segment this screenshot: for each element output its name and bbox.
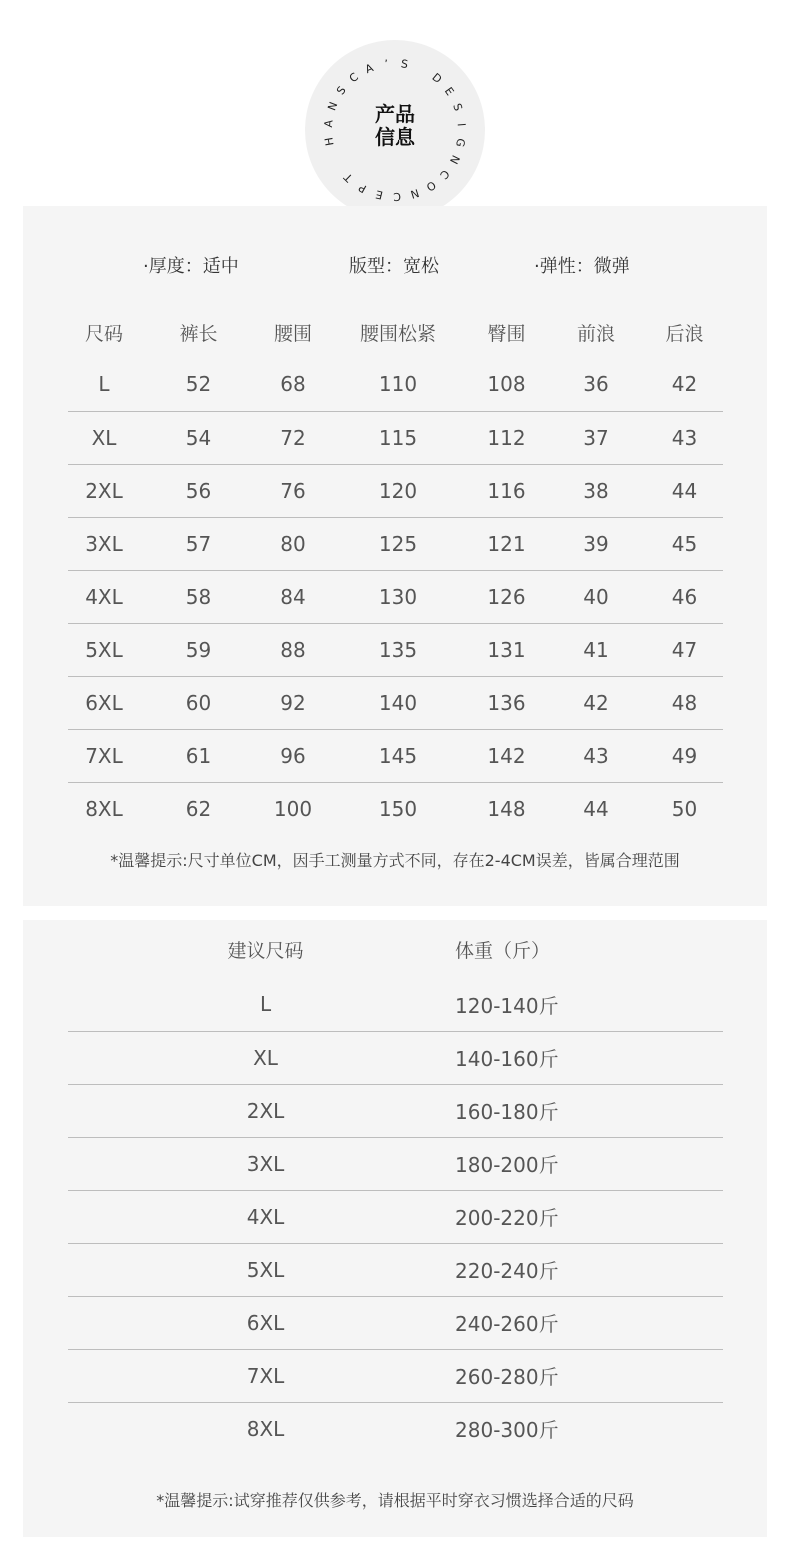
table-cell: 112 bbox=[467, 411, 546, 464]
ring-letter: S bbox=[450, 101, 465, 113]
table-cell: 110 bbox=[378, 372, 418, 397]
ring-letter: C bbox=[437, 167, 452, 182]
table-cell: 160-180斤 bbox=[361, 1084, 723, 1137]
table-cell: 150 bbox=[329, 782, 467, 835]
table-row bbox=[68, 517, 723, 570]
table-cell: 37 bbox=[546, 411, 646, 464]
ring-letter: A bbox=[363, 61, 376, 77]
table-cell: 56 bbox=[140, 464, 257, 517]
table-cell: 48 bbox=[646, 676, 723, 729]
table-row bbox=[68, 729, 723, 782]
table-cell: 200-220斤 bbox=[361, 1190, 723, 1243]
table-cell: 43 bbox=[546, 729, 646, 782]
table-cell: 7XL bbox=[68, 729, 140, 782]
table-cell: 120-140斤 bbox=[455, 993, 559, 1018]
table-cell: 41 bbox=[546, 623, 646, 676]
col-header-waist-stretch: 腰围松紧 bbox=[359, 322, 436, 345]
badge-title bbox=[305, 103, 485, 149]
table-cell: 4XL bbox=[68, 1190, 361, 1243]
table-cell: 8XL bbox=[68, 782, 140, 835]
table-cell: 121 bbox=[467, 517, 546, 570]
table-row bbox=[68, 1243, 723, 1296]
ring-letter: E bbox=[441, 84, 457, 99]
ring-letter: P bbox=[356, 180, 369, 196]
badge-title-line2: 信息 bbox=[375, 125, 415, 149]
table-cell: 39 bbox=[546, 517, 646, 570]
table-cell: 45 bbox=[646, 517, 723, 570]
table-cell: 4XL bbox=[68, 570, 140, 623]
weight-table-header-row bbox=[68, 921, 723, 978]
size-table bbox=[68, 306, 723, 835]
table-row bbox=[68, 1349, 723, 1402]
ring-letter: C bbox=[393, 189, 402, 204]
ring-letter: E bbox=[374, 187, 385, 202]
table-cell: 2XL bbox=[68, 1084, 361, 1137]
ring-letter: D bbox=[429, 70, 445, 87]
ring-letter: O bbox=[423, 178, 439, 194]
weight-recommendation-note: *温馨提示:试穿推荐仅供参考，请根据平时穿衣习惯选择合适的尺码 bbox=[156, 1491, 634, 1510]
ring-letter: S bbox=[334, 83, 349, 98]
badge-title-line1: 产品 bbox=[375, 102, 415, 126]
table-cell: 49 bbox=[646, 729, 723, 782]
ring-letter: G bbox=[453, 137, 468, 149]
spec-thickness: ·厚度：适中 bbox=[143, 256, 239, 277]
table-cell: 80 bbox=[257, 517, 329, 570]
table-cell: 46 bbox=[646, 570, 723, 623]
table-cell: 115 bbox=[329, 411, 467, 464]
table-cell: 108 bbox=[487, 372, 526, 397]
table-cell: 6XL bbox=[68, 676, 140, 729]
table-cell: 5XL bbox=[68, 623, 140, 676]
product-info-badge bbox=[305, 40, 485, 220]
table-cell: 120 bbox=[329, 464, 467, 517]
table-cell: 44 bbox=[646, 464, 723, 517]
table-cell: 3XL bbox=[68, 1137, 361, 1190]
col-header-waist: 腰围 bbox=[273, 322, 312, 345]
table-cell: 126 bbox=[467, 570, 546, 623]
table-cell: 2XL bbox=[68, 464, 140, 517]
size-table-header-row bbox=[68, 306, 723, 358]
table-cell: 36 bbox=[583, 372, 609, 397]
table-cell: 44 bbox=[546, 782, 646, 835]
table-cell: 116 bbox=[467, 464, 546, 517]
table-cell: 38 bbox=[546, 464, 646, 517]
weight-table bbox=[68, 921, 723, 1455]
table-cell: 68 bbox=[280, 372, 306, 397]
col-header-recommended-size: 建议尺码 bbox=[227, 940, 304, 962]
table-cell: 42 bbox=[546, 676, 646, 729]
table-cell: 96 bbox=[257, 729, 329, 782]
ring-letter: N bbox=[446, 152, 463, 167]
spec-fit: 版型：宽松 bbox=[349, 256, 439, 277]
table-cell: 148 bbox=[467, 782, 546, 835]
size-chart-panel bbox=[23, 206, 767, 906]
table-cell: 220-240斤 bbox=[361, 1243, 723, 1296]
ring-letter: C bbox=[346, 70, 361, 86]
table-cell: 240-260斤 bbox=[361, 1296, 723, 1349]
table-row bbox=[68, 978, 723, 1031]
table-row bbox=[68, 1296, 723, 1349]
table-cell: 72 bbox=[257, 411, 329, 464]
ring-letter: I bbox=[454, 122, 468, 127]
ring-letter: H bbox=[322, 136, 337, 147]
table-cell: L bbox=[259, 992, 272, 1017]
table-cell: 58 bbox=[140, 570, 257, 623]
table-row bbox=[68, 358, 723, 411]
table-row bbox=[68, 411, 723, 464]
table-row bbox=[68, 1137, 723, 1190]
table-cell: 145 bbox=[329, 729, 467, 782]
table-cell: 57 bbox=[140, 517, 257, 570]
table-cell: L bbox=[98, 372, 110, 397]
spec-elasticity: ·弹性：微弹 bbox=[534, 256, 630, 277]
table-cell: 130 bbox=[329, 570, 467, 623]
ring-letter: N bbox=[325, 100, 341, 113]
size-measurement-note: *温馨提示:尺寸单位CM，因手工测量方式不同，存在2-4CM误差，皆属合理范围 bbox=[110, 851, 680, 870]
table-row bbox=[68, 623, 723, 676]
table-cell: 76 bbox=[257, 464, 329, 517]
table-cell: 136 bbox=[467, 676, 546, 729]
table-cell: 60 bbox=[140, 676, 257, 729]
table-cell: 3XL bbox=[68, 517, 140, 570]
col-header-front-rise: 前浪 bbox=[576, 322, 615, 345]
table-cell: 62 bbox=[140, 782, 257, 835]
table-cell: 40 bbox=[546, 570, 646, 623]
product-specs bbox=[23, 252, 767, 276]
table-cell: 84 bbox=[257, 570, 329, 623]
table-cell: 47 bbox=[646, 623, 723, 676]
table-cell: 180-200斤 bbox=[361, 1137, 723, 1190]
table-row bbox=[68, 1402, 723, 1455]
table-row bbox=[68, 676, 723, 729]
table-cell: 140-160斤 bbox=[361, 1031, 723, 1084]
table-cell: 142 bbox=[467, 729, 546, 782]
ring-letter: S bbox=[400, 57, 409, 72]
table-row bbox=[68, 570, 723, 623]
col-header-hip: 臀围 bbox=[487, 322, 526, 345]
col-header-size: 尺码 bbox=[84, 322, 123, 345]
table-cell: 42 bbox=[671, 372, 698, 397]
table-cell: 54 bbox=[140, 411, 257, 464]
col-header-weight: 体重（斤） bbox=[455, 940, 551, 962]
table-row bbox=[68, 1190, 723, 1243]
table-cell: 52 bbox=[185, 372, 212, 397]
ring-letter: T bbox=[341, 170, 356, 185]
col-header-pants-length: 裤长 bbox=[179, 322, 218, 345]
table-cell: 260-280斤 bbox=[361, 1349, 723, 1402]
table-cell: 6XL bbox=[68, 1296, 361, 1349]
table-cell: 43 bbox=[646, 411, 723, 464]
table-row bbox=[68, 1031, 723, 1084]
table-cell: 100 bbox=[257, 782, 329, 835]
weight-chart-panel bbox=[23, 920, 767, 1537]
table-cell: 131 bbox=[467, 623, 546, 676]
table-cell: 140 bbox=[329, 676, 467, 729]
table-cell: 61 bbox=[140, 729, 257, 782]
col-header-back-rise: 后浪 bbox=[665, 322, 704, 345]
table-cell: 135 bbox=[329, 623, 467, 676]
table-cell: XL bbox=[68, 1031, 361, 1084]
table-cell: 59 bbox=[140, 623, 257, 676]
ring-letter: A bbox=[321, 119, 336, 129]
table-cell: 280-300斤 bbox=[361, 1402, 723, 1455]
ring-letter: ’ bbox=[384, 57, 390, 71]
ring-letter: N bbox=[408, 186, 421, 201]
table-row bbox=[68, 782, 723, 835]
table-cell: 88 bbox=[257, 623, 329, 676]
table-cell: 92 bbox=[257, 676, 329, 729]
table-row bbox=[68, 464, 723, 517]
table-row bbox=[68, 1084, 723, 1137]
table-cell: 5XL bbox=[68, 1243, 361, 1296]
table-cell: 7XL bbox=[68, 1349, 361, 1402]
table-cell: XL bbox=[68, 411, 140, 464]
table-cell: 8XL bbox=[68, 1402, 361, 1455]
table-cell: 50 bbox=[646, 782, 723, 835]
table-cell: 125 bbox=[329, 517, 467, 570]
